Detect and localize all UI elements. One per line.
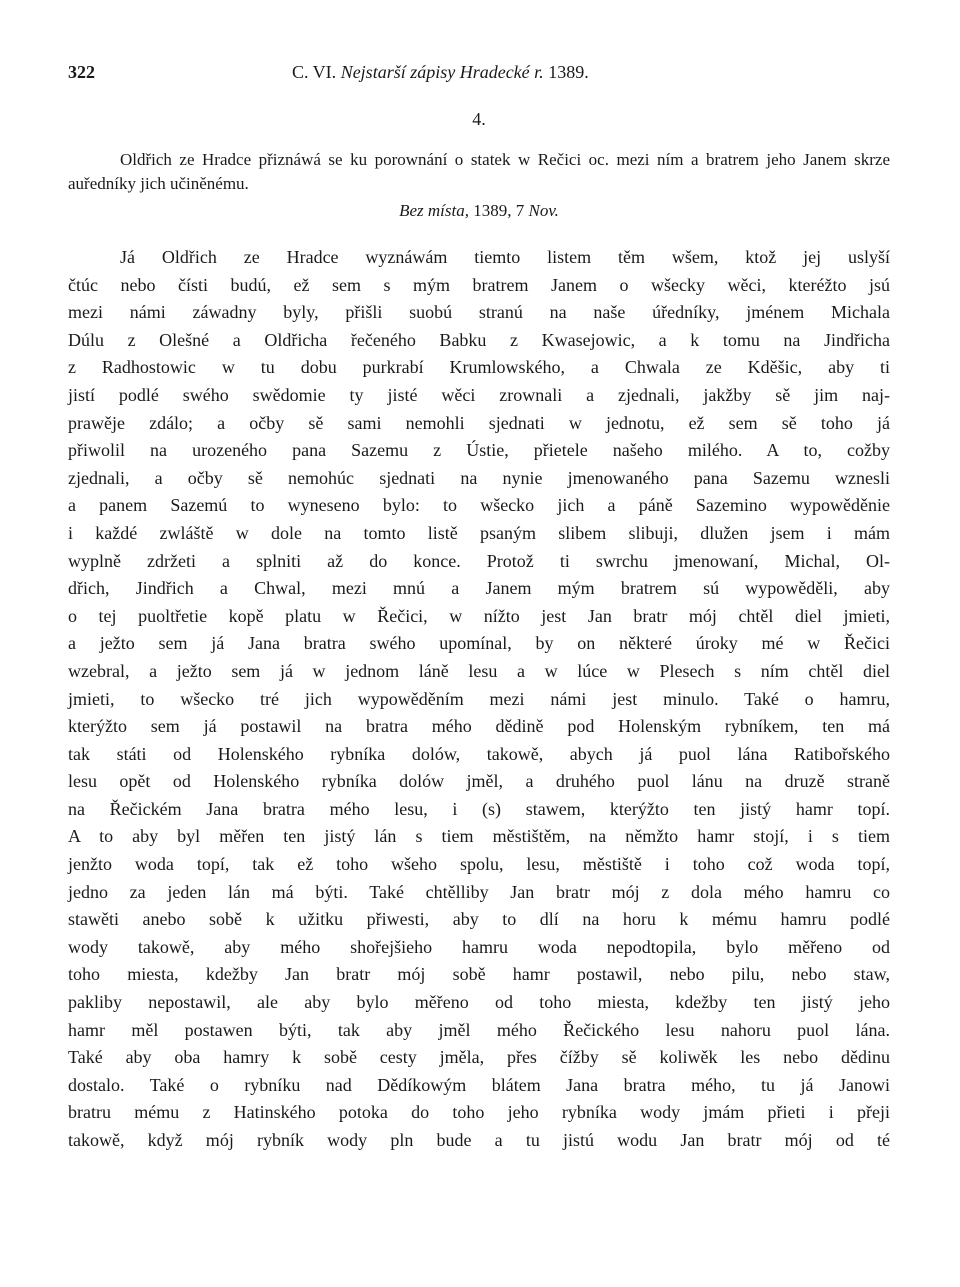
text-line: a panem Sazemú to wyneseno bylo: to wšecko jich a páně Sazemino wypowěděnie xyxy=(68,495,890,516)
text-line: mezi námi záwadny byly, přišli suobú stranú na naše úředníky, jménem Michala xyxy=(68,302,890,323)
text-line: lesu opět od Holenského rybníka dolów jměl, a druhého puol lánu na druzě straně xyxy=(68,771,890,792)
text-line: dostalo. Také o rybníku nad Dědíkowým blátem Jana bratra mého, tu já Janowi xyxy=(68,1074,890,1095)
running-year: 1389. xyxy=(548,62,589,82)
text-line: pakliby nepostawil, ale aby bylo měřeno od toho miesta, kdežby ten jistý jeho xyxy=(68,992,890,1013)
text-line: stawěti anebo sobě k užitku přiwesti, aby to dlí na horu k mému hamru podlé xyxy=(68,909,890,930)
text-line: přiwolil na urozeného pana Sazemu z Ústie, přietele našeho milého. A to, cožby xyxy=(68,440,890,461)
text-line: takowě, když mój rybník wody pln bude a tu jistú wodu Jan bratr mój od té xyxy=(68,1130,890,1150)
text-line: prawějе zdálo; a očby sě sami nemohli sjednati w jednotu, ež sem sě toho já xyxy=(68,412,890,433)
text-line: Dúlu z Olešné a Oldřicha řečeného Babku z Kwasejowic, a k tomu na Jindřicha xyxy=(68,329,890,350)
text-line: A to aby byl měřen ten jistý lán s tiem městištěm, na němžto hamr stojí, i s tiem xyxy=(68,826,890,847)
running-title-abbrev: r. xyxy=(534,62,544,82)
dateline-place: Bez místa, xyxy=(399,201,469,220)
text-line: wzebral, a ježto sem já w jednom láně lesu a w lúce w Plesech s ním chtěl diel xyxy=(68,660,890,681)
text-line: wyplně zdržeti a splniti až do konce. Protož ti swrchu jmenowaní, Michal, Ol- xyxy=(68,550,890,571)
text-line: jistí podlé swého swědomie ty jisté wěci zrownali a zjednali, jakžby sě jim naj- xyxy=(68,384,890,405)
text-line: dřich, Jindřich a Chwal, mezi mnú a Janem mým bratrem sú wypowěděli, aby xyxy=(68,578,890,599)
page xyxy=(68,62,890,1155)
text-line: wody takowě, aby mého shořejšieho hamru woda nepodtopila, bylo měřeno od xyxy=(68,936,890,957)
running-head xyxy=(292,62,589,83)
text-line: jmieti, to wšecko tré jich wypowěděním mezi námi jest minulo. Také o hamru, xyxy=(68,688,890,709)
text-line: zjednali, a očby sě nemohúc sjednati na nynie jmenowaného pana Sazemu wznesli xyxy=(68,467,890,488)
text-line: bratru mému z Hatinského potoka do toho jeho rybníka wody jmám přieti i přeji xyxy=(68,1102,890,1123)
document-summary: Oldřich ze Hradce přiznáwá se ku porownání o statek w Rečici oc. mezi ním a bratrem jeho Janem skrze auředníky jich učiněnému. xyxy=(68,150,890,193)
chapter-label: C. VI. xyxy=(292,62,337,82)
text-line: i každé zwláště w dole na tomto listě psaným slibem slibuji, dlužen jsem i mám xyxy=(68,522,890,543)
text-line: z Radhostowic w tu dobu purkrabí Krumlowského, a Chwala ze Kděšic, aby ti xyxy=(68,357,890,378)
text-line: a ježto sem já Jana bratra swého upomínal, by on některé úroky mé w Řečici xyxy=(68,633,890,654)
text-line: jedno za jeden lán má býti. Také chtělliby Jan bratr mój z dola mého hamru co xyxy=(68,881,890,902)
text-line: Já Oldřich ze Hradce wyznáwám tiemto listem těm wšem, ktož jej uslyší xyxy=(120,247,890,267)
running-header xyxy=(68,62,890,102)
text-line: jenžto woda topí, tak ež toho wšeho spolu, lesu, městiště i toho což woda topí, xyxy=(68,854,890,875)
text-line: na Řečickém Jana bratra mého lesu, i (s) stawem, kterýžto ten jistý hamr topí. xyxy=(68,798,890,819)
text-line: kterýžto sem já postawil na bratra mého dědině pod Holenským rybníkem, ten má xyxy=(68,716,890,737)
running-title: Nejstarší zápisy Hradecké xyxy=(340,62,530,82)
page-number: 322 xyxy=(68,62,95,82)
document-number: 4. xyxy=(472,109,486,129)
text-line: o tej puoltřetie kopě platu w Řečici, w nížto jest Jan bratr mój chtěl diel jmieti, xyxy=(68,605,890,626)
text-line: tak státi od Holenského rybníka dolów, takowě, abych já puol lána Ratibořského xyxy=(68,743,890,764)
text-line: toho miesta, kdežby Jan bratr mój sobě hamr postawil, nebo pilu, nebo staw, xyxy=(68,964,890,985)
body-text xyxy=(68,244,890,1155)
text-line: čtúc nebo čísti budú, ež sem s mým bratrem Janem o wšecky wěci, kteréžto jsú xyxy=(68,274,890,295)
dateline-month: Nov. xyxy=(528,201,559,220)
dateline-date: 1389, 7 xyxy=(473,201,525,220)
dateline xyxy=(68,198,890,224)
text-line: Také aby oba hamry k sobě cesty jměla, přes čížby sě koliwěk les nebo dědinu xyxy=(68,1047,890,1068)
text-line: hamr měl postawen býti, tak aby jměl mého Řečického lesu nahoru puol lána. xyxy=(68,1019,890,1040)
